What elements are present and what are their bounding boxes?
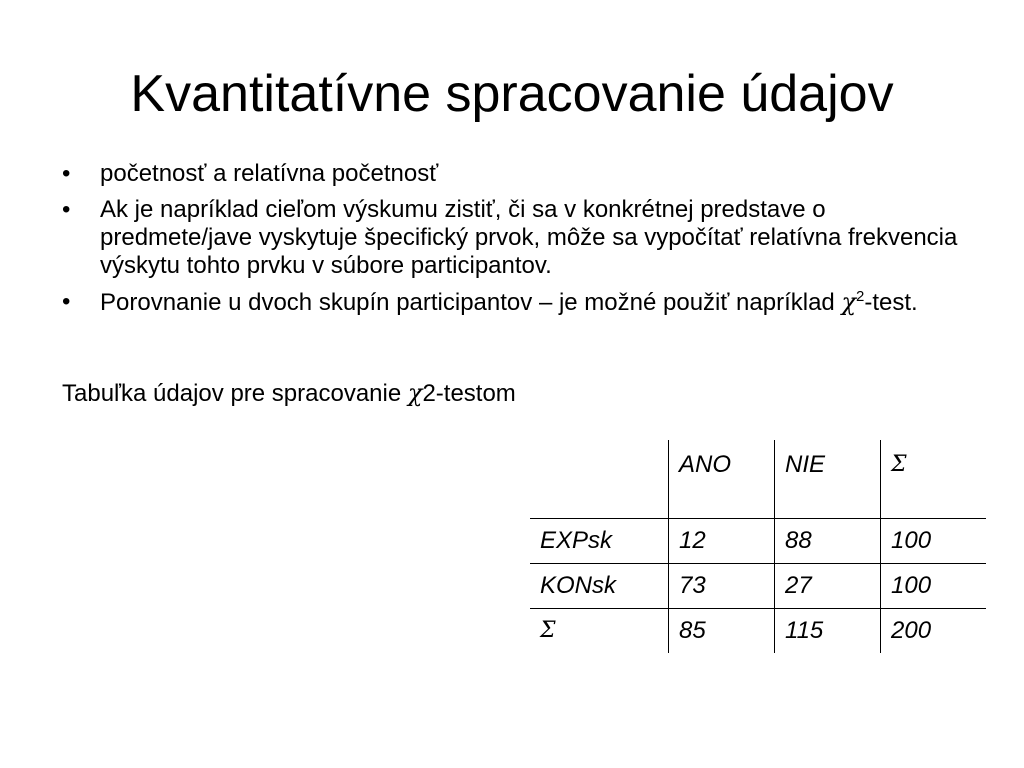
header-cell: NIE	[775, 440, 881, 518]
bullet-marker: •	[62, 160, 71, 187]
bullet-text-end: -test.	[864, 289, 918, 316]
table-cell: 200	[891, 616, 932, 644]
bullet-item	[62, 288, 962, 317]
bullet-item	[62, 196, 962, 280]
caption-text: Tabuľka údajov pre spracovanie	[62, 380, 408, 407]
slide-title: Kvantitatívne spracovanie údajov	[130, 65, 894, 123]
chi-symbol: χ	[407, 379, 423, 407]
table-cell: 85	[669, 608, 775, 653]
bullet-marker: •	[62, 196, 71, 223]
bullet-list	[62, 160, 962, 325]
table-row	[530, 563, 986, 608]
caption-text-end: 2-testom	[422, 380, 516, 407]
superscript: 2	[856, 288, 865, 305]
table-cell: 100	[881, 563, 987, 608]
header-cell: ANO	[669, 440, 775, 518]
bullet-text: Ak je napríklad cieľom výskumu zistiť, či sa v konkrétnej predstave o predmete/jave vyskytuje špecifický prvok, môže sa vypočítať relatívna frekvencia výskytu tohto prvku v súbore participantov.	[100, 196, 958, 279]
row-label-sum: Σ	[530, 608, 669, 653]
table-cell: 115	[775, 608, 881, 653]
row-label: KONsk	[530, 563, 669, 608]
bullet-text: početnosť a relatívna početnosť	[100, 160, 439, 187]
table-cell: 88	[775, 518, 881, 563]
table-cell: 27	[775, 563, 881, 608]
table-cell: 100	[881, 518, 987, 563]
table-row	[530, 518, 986, 563]
header-cell-sum: Σ	[881, 440, 987, 518]
contingency-table	[530, 440, 986, 653]
table-caption	[62, 379, 516, 408]
table-cell: 73	[669, 563, 775, 608]
table-cell: 12	[669, 518, 775, 563]
header-cell	[530, 440, 669, 518]
bullet-marker: •	[62, 288, 71, 315]
table-row	[530, 608, 986, 653]
bullet-text: Porovnanie u dvoch skupín participantov – je možné použiť napríklad	[100, 289, 842, 316]
chi-symbol: χ	[841, 288, 856, 316]
bullet-item	[62, 160, 962, 188]
table-header-row	[530, 440, 986, 518]
row-label: EXPsk	[530, 518, 669, 563]
